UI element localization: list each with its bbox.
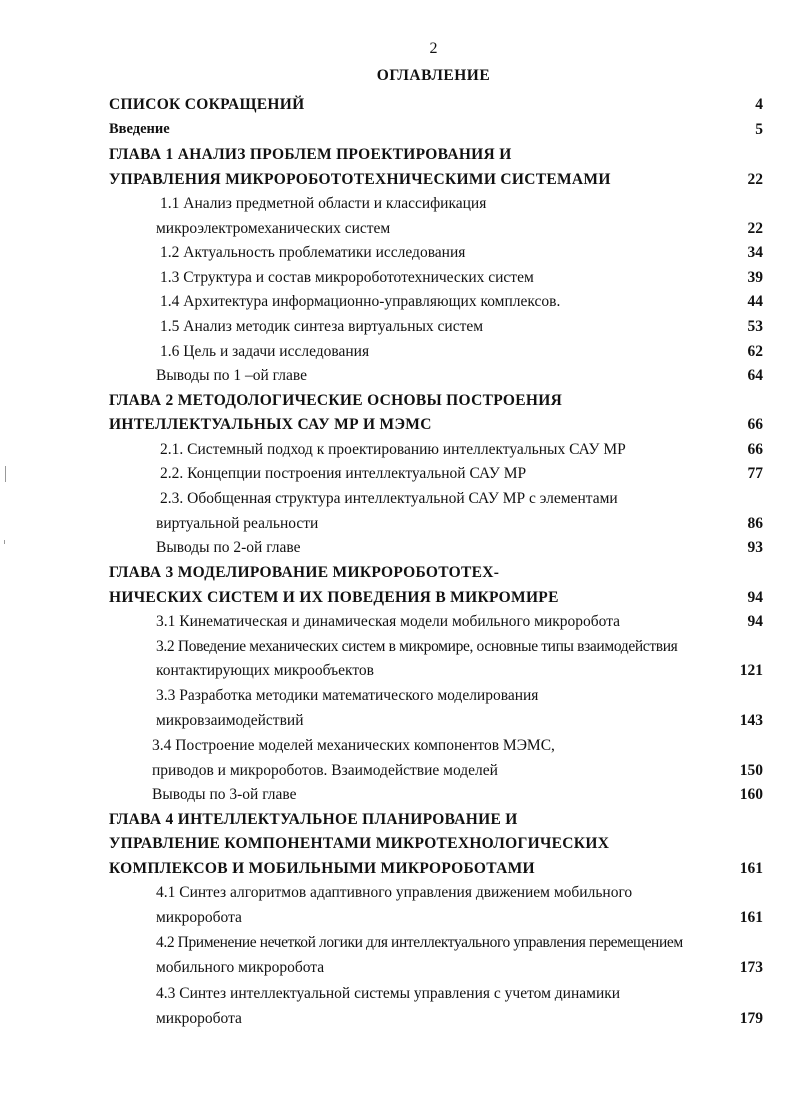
toc-section-1-4: 1.4 Архитектура информационно-управляющих комплексов.	[160, 293, 561, 310]
toc-entry-abbreviations: СПИСОК СОКРАЩЕНИЙ	[109, 96, 305, 113]
toc-page: 86	[747, 515, 763, 532]
toc-section-1-2: 1.2 Актуальность проблематики исследования	[160, 244, 466, 261]
toc-chapter-4-line-1: ГЛАВА 4 ИНТЕЛЛЕКТУАЛЬНОЕ ПЛАНИРОВАНИЕ И	[109, 811, 518, 828]
toc-page: 44	[747, 293, 763, 310]
toc-section-1-1-line-2: микроэлектромеханических систем	[156, 220, 391, 237]
toc-page: 179	[739, 1010, 763, 1027]
toc-page: 64	[747, 367, 763, 384]
toc-section-1-3: 1.3 Структура и состав микроробототехнических систем	[160, 269, 534, 286]
toc-section-3-3-line-1: 3.3 Разработка методики математического моделирования	[156, 687, 539, 704]
toc-page: 94	[747, 589, 763, 606]
toc-page: 22	[747, 171, 763, 188]
toc-page: 93	[747, 539, 763, 556]
toc-section-3-4-line-1: 3.4 Построение моделей механических компонентов МЭМС,	[152, 737, 555, 754]
toc-section-1-6: 1.6 Цель и задачи исследования	[160, 343, 370, 360]
toc-page: 22	[747, 220, 763, 237]
toc-page: 66	[747, 441, 763, 458]
toc-section-4-2-line-1: 4.2 Применение нечеткой логики для интеллектуального управления перемещением	[156, 934, 683, 951]
toc-page: 34	[747, 244, 763, 261]
toc-section-4-3-line-1: 4.3 Синтез интеллектуальной системы управления с учетом динамики	[156, 985, 621, 1002]
scan-margin-speck	[4, 540, 5, 544]
toc-section-3-3-line-2: микровзаимодействий	[156, 712, 304, 729]
toc-chapter-2-line-1: ГЛАВА 2 МЕТОДОЛОГИЧЕСКИЕ ОСНОВЫ ПОСТРОЕНИЯ	[109, 392, 563, 409]
toc-chapter-1-line-1: ГЛАВА 1 АНАЛИЗ ПРОБЛЕМ ПРОЕКТИРОВАНИЯ И	[109, 146, 512, 163]
toc-page: 62	[747, 343, 763, 360]
toc-section-4-1-line-2: микроробота	[156, 909, 242, 926]
toc-page: 173	[739, 959, 763, 976]
toc-section-2-3-line-2: виртуальной реальности	[156, 515, 319, 532]
toc-page: 39	[747, 269, 763, 286]
toc-section-3-4-line-2: приводов и микророботов. Взаимодействие моделей	[152, 762, 498, 779]
toc-page: 161	[739, 909, 763, 926]
scan-margin-mark	[5, 466, 6, 482]
toc-section-2-1: 2.1. Системный подход к проектированию интеллектуальных САУ МР	[160, 441, 626, 458]
toc-section-4-3-line-2: микроробота	[156, 1010, 242, 1027]
toc-entry-introduction: Введение	[109, 121, 170, 137]
toc-section-3-1: 3.1 Кинематическая и динамическая модели мобильного микроробота	[156, 613, 621, 630]
toc-page: 5	[755, 121, 763, 138]
toc-page: 4	[755, 96, 763, 113]
toc-section-4-2-line-2: мобильного микроробота	[156, 959, 325, 976]
toc-page: 53	[747, 318, 763, 335]
toc-conclusions-1: Выводы по 1 –ой главе	[156, 367, 307, 384]
toc-page: 161	[739, 860, 763, 877]
toc-section-3-2-line-1: 3.2 Поведение механических систем в микромире, основные типы взаимодействия	[156, 638, 678, 655]
toc-chapter-3-line-1: ГЛАВА 3 МОДЕЛИРОВАНИЕ МИКРОРОБОТОТЕХ-	[109, 564, 500, 581]
toc-title: ОГЛАВЛЕНИЕ	[376, 67, 491, 84]
toc-section-2-2: 2.2. Концепции построения интеллектуальной САУ МР	[160, 465, 527, 482]
toc-conclusions-3: Выводы по 3-ой главе	[152, 786, 297, 803]
toc-chapter-4-line-2: УПРАВЛЕНИЕ КОМПОНЕНТАМИ МИКРОТЕХНОЛОГИЧЕСКИХ	[109, 835, 610, 852]
toc-section-3-2-line-2: контактирующих микрообъектов	[156, 662, 374, 679]
toc-section-1-1-line-1: 1.1 Анализ предметной области и классификация	[160, 195, 487, 212]
toc-page: 66	[747, 416, 763, 433]
page-number: 2	[429, 40, 438, 57]
toc-page: 77	[747, 465, 763, 482]
toc-page: 160	[739, 786, 763, 803]
toc-page: 121	[739, 662, 763, 679]
toc-chapter-1-line-2: УПРАВЛЕНИЯ МИКРОРОБОТОТЕХНИЧЕСКИМИ СИСТЕМАМИ	[109, 171, 611, 188]
toc-page: 150	[739, 762, 763, 779]
toc-chapter-4-line-3: КОМПЛЕКСОВ И МОБИЛЬНЫМИ МИКРОРОБОТАМИ	[109, 860, 535, 877]
toc-page: 94	[747, 613, 763, 630]
toc-section-1-5: 1.5 Анализ методик синтеза виртуальных систем	[160, 318, 484, 335]
toc-page: 143	[739, 712, 763, 729]
toc-section-4-1-line-1: 4.1 Синтез алгоритмов адаптивного управления движением мобильного	[156, 884, 633, 901]
toc-chapter-3-line-2: НИЧЕСКИХ СИСТЕМ И ИХ ПОВЕДЕНИЯ В МИКРОМИРЕ	[109, 589, 559, 606]
toc-chapter-2-line-2: ИНТЕЛЛЕКТУАЛЬНЫХ САУ МР И МЭМС	[109, 416, 432, 433]
toc-conclusions-2: Выводы по 2-ой главе	[156, 539, 301, 556]
toc-section-2-3-line-1: 2.3. Обобщенная структура интеллектуальной САУ МР с элементами	[160, 490, 618, 507]
